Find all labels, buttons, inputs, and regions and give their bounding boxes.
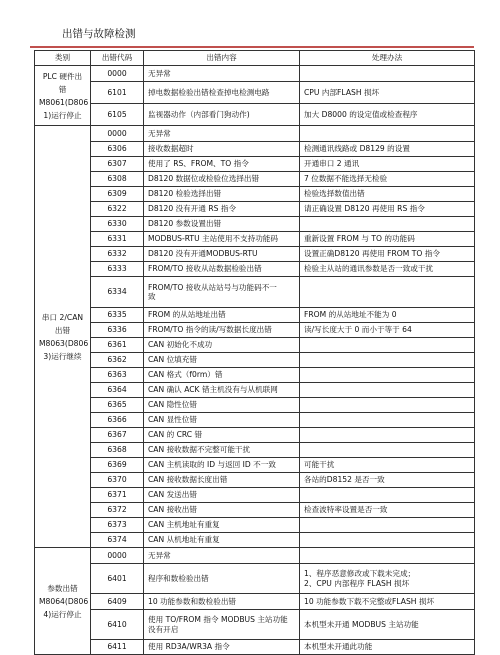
table-row [35,443,475,458]
table-row [35,548,475,564]
page-title: 出错与故障检测 [62,28,136,40]
error-content-cell [144,458,300,473]
table-row [35,172,475,187]
error-code-cell: 6308 [91,172,144,187]
category-line: 参数出错 [47,583,78,593]
fix-method-cell [300,533,475,548]
fix-method-cell [300,262,475,277]
fix-method-cell [300,202,475,217]
error-content-cell [144,368,300,383]
category-line: 4)运行停止 [43,609,82,619]
error-content-line: 接收数据超时 [148,144,194,154]
error-code-cell: 6373 [91,518,144,533]
error-content-cell [144,503,300,518]
fix-method-line: 检测通讯线路或 D8129 的设置 [304,144,410,154]
error-content-line: 使用 TO/FROM 指令 MODBUS 主站功能 [148,615,288,624]
error-code-cell: 6105 [91,104,144,126]
table-row [35,488,475,503]
fix-method-cell [300,503,475,518]
error-content-line: CAN 接收数据长度出错 [148,475,228,485]
fix-method-cell [300,82,475,104]
error-code-cell: 6363 [91,368,144,383]
fix-method-line: 请正确设置 D8120 再使用 RS 指令 [304,204,425,214]
fix-method-line: FROM 的从站地址不能为 0 [304,310,397,320]
title-rule [30,46,474,48]
error-code-cell: 6409 [91,594,144,610]
fix-method-line: 本机型未开通 MODBUS 主站功能 [304,619,419,629]
error-content-cell [144,262,300,277]
error-code-cell: 6336 [91,323,144,338]
error-content-cell [144,66,300,82]
error-code-cell: 6309 [91,187,144,202]
error-code-cell: 6331 [91,232,144,247]
fix-method-cell [300,458,475,473]
category-cell [35,548,91,655]
fix-method-line: 加大 D8000 的设定值或检查程序 [304,109,418,119]
fix-method-cell [300,126,475,142]
error-content-line: CAN 确认 ACK 错主机没有与从机联网 [148,385,278,395]
error-content-line: CAN 的 CRC 错 [148,430,203,440]
error-content-line: CAN 位填充错 [148,355,197,365]
error-code-cell: 0000 [91,66,144,82]
error-code-cell: 6411 [91,640,144,655]
error-code-cell: 6370 [91,473,144,488]
error-content-cell [144,443,300,458]
fix-method-cell [300,157,475,172]
fix-method-cell [300,398,475,413]
fix-method-cell [300,338,475,353]
fix-method-cell [300,277,475,308]
table-row [35,518,475,533]
error-content-line: CAN 发送出错 [148,490,197,500]
error-code-cell: 6367 [91,428,144,443]
category-line: M8063(D806 [39,338,89,348]
category-cell [35,66,91,126]
error-code-cell: 6371 [91,488,144,503]
error-code-cell: 6369 [91,458,144,473]
error-content-line: 使用了 RS、FROM、TO 指令 [148,159,249,169]
header-category: 类别 [35,51,91,66]
table-row [35,338,475,353]
error-content-line: D8120 没有开通 RS 指令 [148,204,237,214]
error-content-cell [144,353,300,368]
category-line: PLC 硬件出 [42,71,83,81]
error-content-cell [144,308,300,323]
fix-method-line: 检查波特率设置是否一致 [304,505,388,515]
error-content-line: D8120 没有开通MODBUS-RTU [148,249,258,259]
error-content-line: D8120 检验选择出错 [148,189,222,199]
error-content-cell [144,247,300,262]
fix-method-line: 设置正确D8120 再使用 FROM TO 指令 [304,249,440,259]
error-code-cell: 6374 [91,533,144,548]
fix-method-cell [300,518,475,533]
error-content-line: CAN 初始化不成功 [148,340,213,350]
fix-method-cell [300,368,475,383]
error-code-cell: 0000 [91,126,144,142]
error-content-line: FROM 的从站地址出错 [148,310,226,320]
error-code-cell: 6330 [91,217,144,232]
fix-method-cell [300,383,475,398]
error-code-cell: 6366 [91,413,144,428]
error-content-cell [144,413,300,428]
error-code-cell: 6401 [91,564,144,594]
table-row [35,413,475,428]
error-content-cell [144,202,300,217]
table-row [35,217,475,232]
error-code-cell: 6368 [91,443,144,458]
error-code-cell: 6322 [91,202,144,217]
table-row [35,187,475,202]
category-cell [35,126,91,548]
category-line: 串口 2/CAN [41,312,84,322]
error-content-cell [144,104,300,126]
error-content-cell [144,518,300,533]
fix-method-cell [300,142,475,157]
error-code-cell: 6410 [91,610,144,640]
error-content-line: FROM/TO 接收从站数据检验出错 [148,264,262,274]
error-code-cell: 6364 [91,383,144,398]
fix-method-line: 检验主从站的通讯参数是否一致或干扰 [304,264,434,274]
fix-method-line: 10 功能参数下载不完整或FLASH 损坏 [304,596,435,606]
error-content-cell [144,126,300,142]
table-row [35,473,475,488]
fix-method-cell [300,247,475,262]
table-row [35,398,475,413]
error-content-line: 无异常 [148,68,171,78]
error-content-cell [144,594,300,610]
error-code-cell: 6333 [91,262,144,277]
table-row [35,126,475,142]
table-row [35,247,475,262]
fix-method-line: 开通串口 2 通讯 [304,159,360,169]
error-content-line: 无异常 [148,128,171,138]
table-row [35,383,475,398]
table-row [35,277,475,308]
error-content-cell [144,217,300,232]
error-content-cell [144,473,300,488]
fix-method-cell [300,640,475,655]
error-content-line: MODBUS-RTU 主站使用不支持功能码 [148,234,278,244]
error-code-cell: 6332 [91,247,144,262]
error-code-cell: 6306 [91,142,144,157]
error-code-cell: 6372 [91,503,144,518]
category-line: M8064(D806 [39,596,89,606]
fix-method-cell [300,308,475,323]
fix-method-cell [300,443,475,458]
error-content-cell [144,640,300,655]
fix-method-cell [300,428,475,443]
table-row [35,458,475,473]
fix-method-line: 各站的D8152 是否一致 [304,475,385,485]
error-content-line: CAN 隐性位错 [148,400,197,410]
table-row [35,262,475,277]
table-row [35,428,475,443]
error-content-cell [144,398,300,413]
error-content-cell [144,610,300,640]
error-code-cell: 6361 [91,338,144,353]
error-content-cell [144,338,300,353]
table-row [35,323,475,338]
table-row [35,308,475,323]
fix-method-line: 检验选择数值出错 [304,189,365,199]
error-code-cell: 6335 [91,308,144,323]
table-row [35,594,475,610]
fix-method-line: 重新设置 FROM 与 TO 的功能码 [304,234,415,244]
error-content-line: 监视器动作（内部看门狗动作) [148,109,250,119]
error-code-cell: 6307 [91,157,144,172]
error-content-line: FROM/TO 指令的读/写数据长度出错 [148,325,272,335]
fix-method-line: 7 位数据不能选择无检验 [304,174,388,184]
error-content-line: FROM/TO 接收从站站号与功能码不一 [148,282,277,292]
fix-method-line: 2、CPU 内部程序 FLASH 损坏 [304,578,410,588]
table-row [35,142,475,157]
category-line: 3)运行继续 [43,351,82,361]
error-content-cell [144,548,300,564]
table-row [35,640,475,655]
error-content-line: D8120 参数设置出错 [148,219,222,229]
fix-method-cell [300,610,475,640]
error-table [34,50,475,655]
fix-method-cell [300,172,475,187]
error-content-line: 没有开启 [148,624,179,634]
fix-method-line: 读/写长度大于 0 而小于等于 64 [304,325,412,335]
table-row [35,202,475,217]
error-content-line: 掉电数据检验出错检查掉电检测电路 [148,87,270,97]
error-content-line: CAN 接收出错 [148,505,197,515]
category-line: 出错 [54,325,71,335]
error-content-line: CAN 格式（f0rm）错 [148,370,223,380]
error-content-cell [144,428,300,443]
error-content-line: CAN 从机地址有重复 [148,535,220,545]
table-row [35,533,475,548]
fix-method-cell [300,594,475,610]
fix-method-cell [300,564,475,594]
table-row [35,66,475,82]
fix-method-cell [300,232,475,247]
error-content-cell [144,232,300,247]
error-content-line: 10 功能参数和数检验出错 [148,596,237,606]
fix-method-line: 本机型未开通此功能 [304,642,373,652]
fix-method-cell [300,353,475,368]
fix-method-cell [300,66,475,82]
error-code-cell: 6101 [91,82,144,104]
error-content-line: CAN 主机地址有重复 [148,520,220,530]
table-row [35,157,475,172]
table-row [35,564,475,594]
fix-method-cell [300,217,475,232]
fix-method-cell [300,548,475,564]
error-code-cell: 0000 [91,548,144,564]
header-content: 出错内容 [144,51,300,66]
error-content-line: CAN 接收数据不完整可能干扰 [148,445,251,455]
error-content-line: D8120 数据位或检验位选择出错 [148,174,260,184]
table-row [35,503,475,518]
error-content-line: 使用 RD3A/WR3A 指令 [148,642,230,652]
header-fix: 处理办法 [300,51,475,66]
category-line: 错 [58,84,67,94]
error-code-cell: 6334 [91,277,144,308]
error-content-cell [144,383,300,398]
error-content-cell [144,172,300,187]
error-code-cell: 6362 [91,353,144,368]
error-content-cell [144,277,300,308]
table-row [35,232,475,247]
fix-method-line: 可能干扰 [304,460,335,470]
error-content-cell [144,488,300,503]
table-row [35,368,475,383]
error-content-line: 致 [148,292,156,301]
error-content-line: 无异常 [148,550,171,560]
header-code: 出错代码 [91,51,144,66]
table-row [35,353,475,368]
fix-method-line: 1、程序恶意修改或下载未完成； [304,569,416,578]
error-content-line: 程序和数检验出错 [148,573,209,583]
error-content-cell [144,82,300,104]
table-row [35,104,475,126]
error-content-cell [144,157,300,172]
fix-method-cell [300,473,475,488]
fix-method-cell [300,104,475,126]
error-content-cell [144,142,300,157]
error-content-cell [144,323,300,338]
table-row [35,82,475,104]
error-content-line: CAN 主机读取的 ID 与返回 ID 不一致 [148,460,276,470]
error-content-cell [144,187,300,202]
category-line: 1)运行停止 [43,110,82,120]
category-line: M8061(D806 [39,97,89,107]
fix-method-cell [300,323,475,338]
error-code-cell: 6365 [91,398,144,413]
table-row [35,610,475,640]
error-content-cell [144,564,300,594]
error-content-cell [144,533,300,548]
fix-method-cell [300,488,475,503]
fix-method-line: CPU 内部FLASH 损坏 [304,87,380,97]
fix-method-cell [300,187,475,202]
fix-method-cell [300,413,475,428]
error-content-line: CAN 显性位错 [148,415,197,425]
